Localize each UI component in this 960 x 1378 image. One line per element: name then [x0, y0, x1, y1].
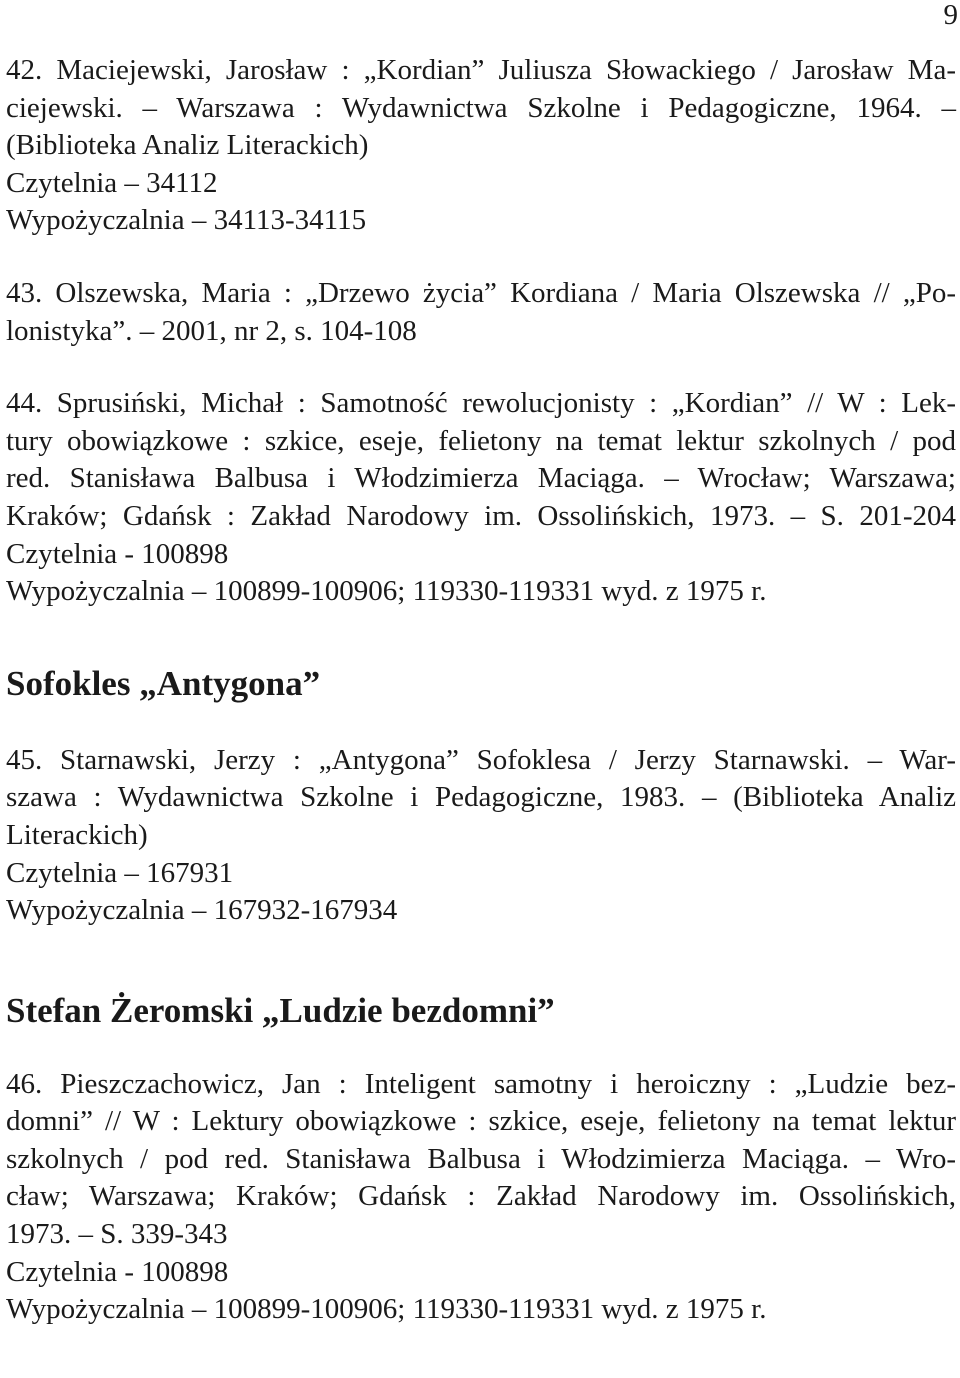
holding-reading-room: Czytelnia - 100898	[6, 1255, 229, 1288]
entry-line: 43. Olszewska, Maria : „Drzewo życia” Kordiana / Maria Olszewska // „Po-	[6, 276, 956, 309]
bibliography-entry-46	[6, 1066, 956, 1329]
entry-line: Literackich)	[6, 818, 148, 851]
page-number: 9	[943, 0, 958, 31]
entry-line: szkolnych / pod red. Stanisława Balbusa i Włodzimierza Maciąga. – Wro-	[6, 1142, 956, 1175]
entry-line: 46. Pieszczachowicz, Jan : Inteligent samotny i heroiczny : „Ludzie bez-	[6, 1067, 956, 1100]
entry-line: szawa : Wydawnictwa Szkolne i Pedagogiczne, 1983. – (Biblioteka Analiz	[6, 781, 956, 814]
holding-reading-room: Czytelnia – 167931	[6, 856, 234, 889]
holding-lending: Wypożyczalnia – 100899-100906; 119330-119331 wyd. z 1975 r.	[6, 1293, 767, 1326]
section-heading-zeromski: Stefan Żeromski „Ludzie bezdomni”	[6, 990, 555, 1030]
holding-reading-room: Czytelnia - 100898	[6, 537, 229, 570]
section-heading-sofokles: Sofokles „Antygona”	[6, 663, 321, 703]
holding-lending: Wypożyczalnia – 34113-34115	[6, 204, 367, 237]
entry-line: 1973. – S. 339-343	[6, 1218, 228, 1251]
entry-line: 45. Starnawski, Jerzy : „Antygona” Sofoklesa / Jerzy Starnawski. – War-	[6, 743, 956, 776]
entry-line: domni” // W : Lektury obowiązkowe : szkice, eseje, felietony na temat lektur	[6, 1105, 956, 1138]
entry-line: ciejewski. – Warszawa : Wydawnictwa Szkolne i Pedagogiczne, 1964. –	[6, 91, 956, 124]
entry-line: 42. Maciejewski, Jarosław : „Kordian” Juliusza Słowackiego / Jarosław Ma-	[6, 54, 956, 86]
bibliography-entry-45	[6, 742, 956, 930]
entry-line: (Biblioteka Analiz Literackich)	[6, 129, 369, 162]
bibliography-entry-44	[6, 385, 956, 611]
bibliography-content	[6, 52, 956, 1329]
holding-reading-room: Czytelnia – 34112	[6, 166, 218, 199]
entry-line: Kraków; Gdańsk : Zakład Narodowy im. Ossolińskich, 1973. – S. 201-204	[6, 499, 956, 532]
entry-line: red. Stanisława Balbusa i Włodzimierza Maciąga. – Wrocław; Warszawa;	[6, 462, 956, 495]
bibliography-entry-42	[6, 52, 956, 240]
entry-line: cław; Warszawa; Kraków; Gdańsk : Zakład Narodowy im. Ossolińskich,	[6, 1180, 956, 1213]
holding-lending: Wypożyczalnia – 167932-167934	[6, 894, 398, 927]
entry-line: tury obowiązkowe : szkice, eseje, felietony na temat lektur szkolnych / pod	[6, 424, 956, 457]
holding-lending: Wypożyczalnia – 100899-100906; 119330-119331 wyd. z 1975 r.	[6, 575, 767, 608]
entry-line: 44. Sprusiński, Michał : Samotność rewolucjonisty : „Kordian” // W : Lek-	[6, 387, 956, 420]
bibliography-entry-43	[6, 275, 956, 350]
entry-line: lonistyka”. – 2001, nr 2, s. 104-108	[6, 314, 417, 347]
